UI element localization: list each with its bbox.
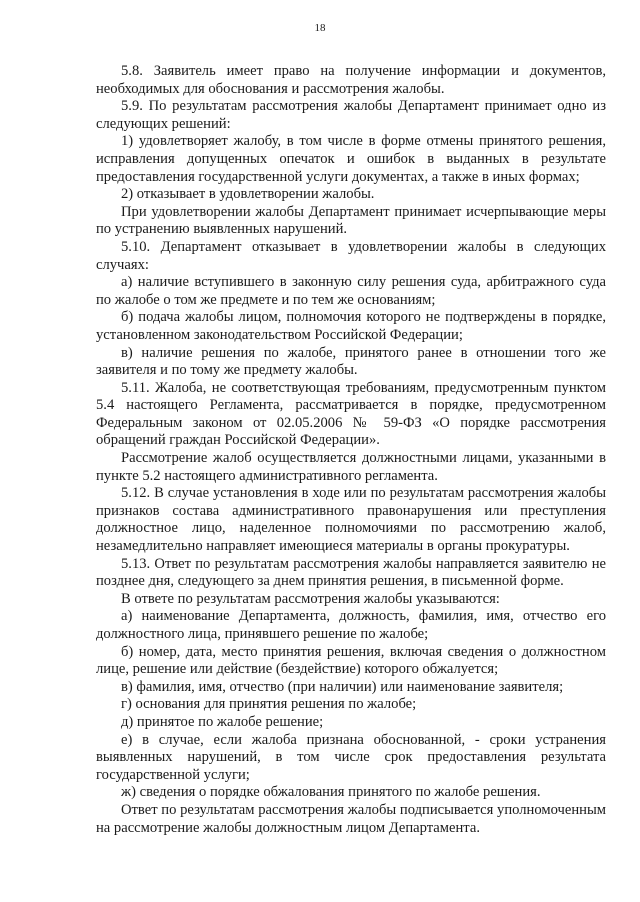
document-body [96,63,606,837]
list-item: а) наличие вступившего в законную силу решения суда, арбитражного суда по жалобе о том же предмете и по тем же основаниям; [96,274,606,308]
paragraph-5-9: 5.9. По результатам рассмотрения жалобы Департамент принимает одно из следующих решений: [96,98,606,132]
list-item: д) принятое по жалобе решение; [121,713,324,730]
list-item: в) фамилия, имя, отчество (при наличии) или наименование заявителя; [121,678,564,695]
paragraph: В ответе по результатам рассмотрения жалобы указываются: [121,590,500,607]
paragraph-5-8: 5.8. Заявитель имеет право на получение информации и документов, необходимых для обоснования и рассмотрения жалобы. [96,63,606,97]
list-item: ж) сведения о порядке обжалования принятого по жалобе решения. [121,784,541,801]
paragraph-5-12: 5.12. В случае установления в ходе или по результатам рассмотрения жалобы признаков состава административного правонарушения или преступления должностное лицо, наделенное полномочиями по рассмотрению жалоб, незамедлительно направляет имеющиеся материалы в органы прокуратуры. [96,485,606,555]
paragraph: При удовлетворении жалобы Департамент принимает исчерпывающие меры по устранению выявленных нарушений. [96,203,606,238]
list-item: 1) удовлетворяет жалобу, в том числе в форме отмены принятого решения, исправления допущенных опечаток и ошибок в выданных в результате предоставления государственной услуги документах, а также в иных формах; [96,133,606,185]
paragraph-5-10: 5.10. Департамент отказывает в удовлетворении жалобы в следующих случаях: [96,238,606,273]
paragraph-5-11: 5.11. Жалоба, не соответствующая требованиям, предусмотренным пунктом 5.4 настоящего Регламента, рассматривается в порядке, предусмотренном Федеральным законом от 02.05.2006 № 59-ФЗ «О порядке рассмотрения обращений граждан Российской Федерации». [96,379,606,449]
list-item: е) в случае, если жалоба признана обоснованной, - сроки устранения выявленных нарушений, в том числе срок предоставления результата государственной услуги; [96,731,606,783]
list-item: б) номер, дата, место принятия решения, включая сведения о должностном лице, решение или действие (бездействие) которого обжалуется; [96,643,606,678]
list-item: а) наименование Департамента, должность, фамилия, имя, отчество его должностного лица, принявшего решение по жалобе; [96,608,606,642]
paragraph-5-13: 5.13. Ответ по результатам рассмотрения жалобы направляется заявителю не позднее дня, следующего за днем принятия решения, в письменной форме. [96,555,606,590]
page-number: 18 [314,22,326,34]
paragraph: Ответ по результатам рассмотрения жалобы подписывается уполномоченным на рассмотрение жалобы должностным лицом Департамента. [96,801,606,836]
list-item: г) основания для принятия решения по жалобе; [121,696,417,713]
list-item: 2) отказывает в удовлетворении жалобы. [121,186,375,203]
paragraph: Рассмотрение жалоб осуществляется должностными лицами, указанными в пункте 5.2 настоящего административного регламента. [96,450,606,484]
list-item: в) наличие решения по жалобе, принятого ранее в отношении того же заявителя и по тому же предмету жалобы. [96,344,606,379]
list-item: б) подача жалобы лицом, полномочия которого не подтверждены в порядке, установленном законодательством Российской Федерации; [96,309,606,343]
